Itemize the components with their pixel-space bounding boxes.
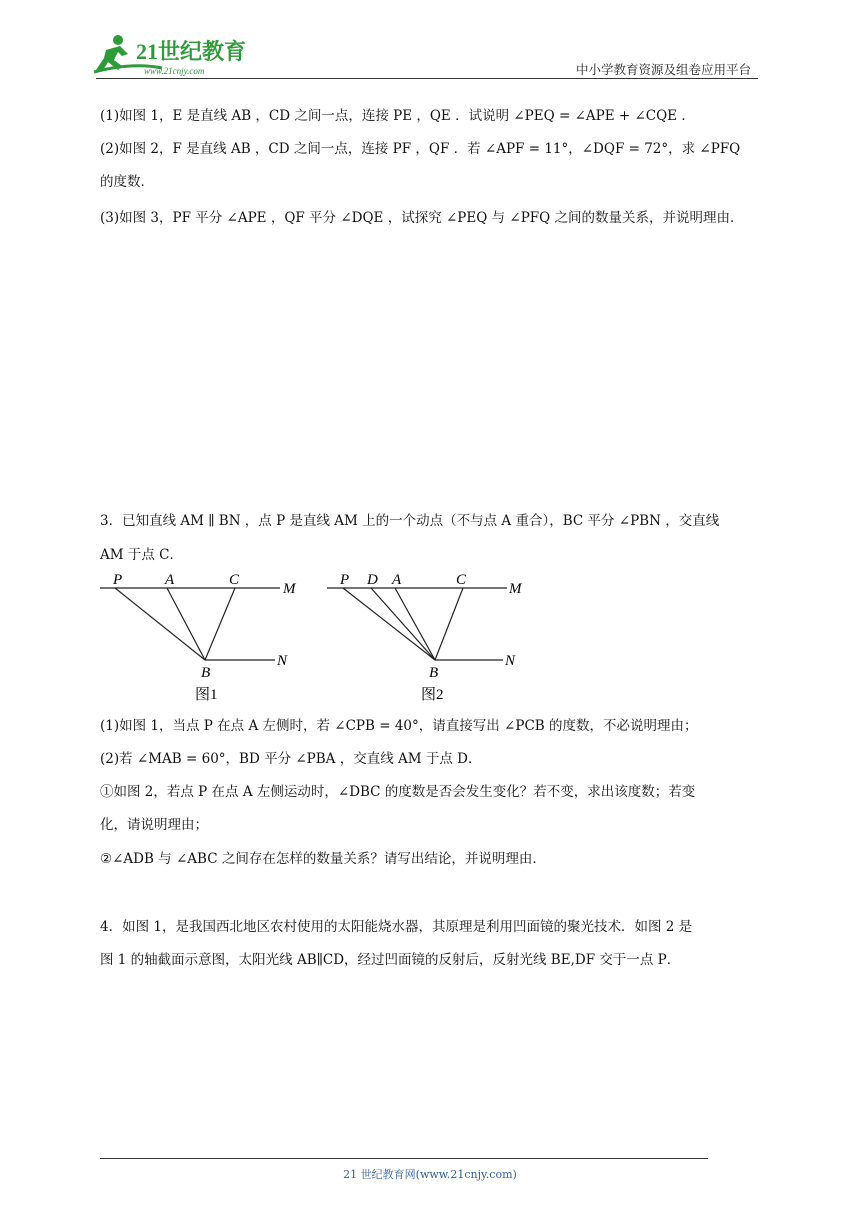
logo-text: 21世纪教育 [136, 39, 247, 64]
fig2-seg-db [371, 588, 435, 660]
fig2-label-m: M [509, 581, 522, 597]
header-platform-text: 中小学教育资源及组卷应用平台 [576, 62, 752, 77]
fig2-label-c: C [456, 572, 467, 588]
q4-text-b: 图 1 的轴截面示意图，太阳光线 AB∥CD，经过凹面镜的反射后，反射光线 BE,DF 交于一点 P． [100, 952, 681, 968]
header-divider [96, 78, 758, 79]
logo-url: www.21cnjy.com [144, 66, 205, 76]
site-logo [92, 32, 262, 78]
fig2-seg-ab [395, 588, 435, 660]
fig2-seg-pb [343, 588, 435, 660]
fig2-seg-cb [435, 588, 463, 660]
q2-part3: (3)如图 3，PF 平分 ∠APE ，QF 平分 ∠DQE ，试探究 ∠PEQ 与 ∠PFQ 之间的数量关系，并说明理由． [100, 210, 744, 226]
fig2-label-b: B [429, 665, 439, 681]
q2-part2a: (2)如图 2，F 是直线 AB ，CD 之间一点，连接 PF ，QF ．若 ∠APF = 11°，∠DQF = 72°，求 ∠PFQ [100, 141, 741, 157]
figure2-diagram [327, 572, 523, 703]
q3-figures [95, 565, 525, 710]
fig1-label-n: N [277, 653, 288, 669]
footer-divider [100, 1158, 708, 1159]
fig2-label-a: A [392, 572, 402, 588]
q3-part2-1b: 化，请说明理由； [100, 817, 208, 833]
q3-part1: (1)如图 1，当点 P 在点 A 左侧时，若 ∠CPB = 40°，请直接写出 ∠PCB 的度数，不必说明理由； [100, 718, 698, 734]
fig1-seg-ab [167, 588, 205, 660]
fig1-label-b: B [201, 665, 211, 681]
fig1-label-p: P [113, 572, 123, 588]
fig1-caption: 图1 [195, 687, 218, 703]
fig1-label-m: M [283, 581, 296, 597]
q3-part2-2: ②∠ADB 与 ∠ABC 之间存在怎样的数量关系？请写出结论，并说明理由． [100, 851, 546, 867]
footer-link[interactable]: 21 世纪教育网(www.21cnjy.com) [343, 1168, 517, 1181]
fig2-caption: 图2 [421, 687, 444, 703]
fig1-label-a: A [165, 572, 175, 588]
q2-part1: (1)如图 1，E 是直线 AB ，CD 之间一点，连接 PE ，QE ．试说明 ∠PEQ = ∠APE + ∠CQE ． [100, 108, 695, 124]
fig2-label-d: D [367, 572, 378, 588]
q2-part2b: 的度数． [100, 174, 154, 190]
fig1-seg-cb [205, 588, 235, 660]
q3-part2-1a: ①如图 2，若点 P 在点 A 左侧运动时，∠DBC 的度数是否会发生变化？若不变，求出该度数；若变 [100, 784, 696, 800]
fig1-label-c: C [229, 572, 240, 588]
runner-logo-icon [92, 32, 262, 78]
q3-intro-a: 3．已知直线 AM ∥ BN ，点 P 是直线 AM 上的一个动点（不与点 A 重合），BC 平分 ∠PBN ，交直线 [100, 513, 720, 529]
q3-part2: (2)若 ∠MAB = 60°，BD 平分 ∠PBA ，交直线 AM 于点 D． [100, 751, 482, 767]
fig2-label-n: N [505, 653, 516, 669]
fig2-label-p: P [340, 572, 350, 588]
q4-text-a: 4．如图 1，是我国西北地区农村使用的太阳能烧水器，其原理是利用凹面镜的聚光技术．如图 2 是 [100, 919, 693, 935]
fig1-seg-pb [115, 588, 205, 660]
q3-intro-b: AM 于点 C． [100, 547, 183, 563]
figure1-diagram [100, 572, 297, 703]
